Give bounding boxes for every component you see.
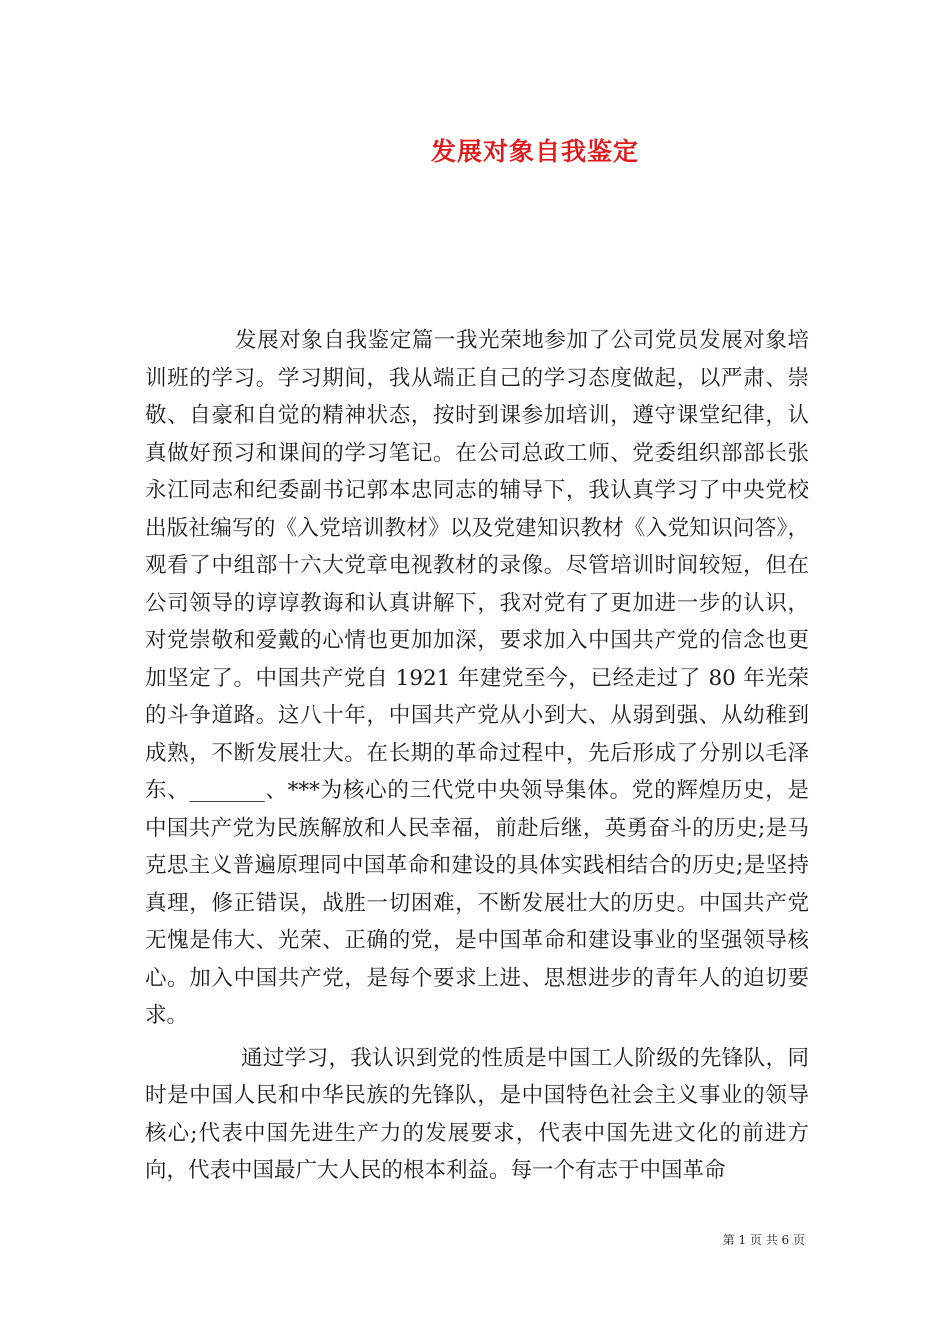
page-number-footer: 第 1 页 共 6 页	[722, 1233, 805, 1247]
document-body	[145, 322, 809, 1190]
paragraph-2: 通过学习，我认识到党的性质是中国工人阶级的先锋队，同时是中国人民和中华民族的先锋队，是中国特色社会主义事业的领导核心;代表中国先进生产力的发展要求，代表中国先进文化的前进方向，代表中国最广大人民的根本利益。每一个有志于中国革命	[145, 1045, 809, 1183]
document-title: 发展对象自我鉴定	[430, 137, 639, 166]
paragraph-1: 发展对象自我鉴定篇一我光荣地参加了公司党员发展对象培训班的学习。学习期间，我从端正自己的学习态度做起，以严肃、崇敬、自豪和自觉的精神状态，按时到课参加培训，遵守课堂纪律，认真做好预习和课间的学习笔记。在公司总政工师、党委组织部部长张永江同志和纪委副书记郭本忠同志的辅导下，我认真学习了中央党校出版社编写的《入党培训教材》以及党建知识教材《入党知识问答》，观看了中组部十六大党章电视教材的录像。尽管培训时间较短，但在公司领导的谆谆教诲和认真讲解下，我对党有了更加进一步的认识，对党崇敬和爱戴的心情也更加加深，要求加入中国共产党的信念也更加坚定了。中国共产党自 1921 年建党至今，已经走过了 80 年光荣的斗争道路。这八十年，中国共产党从小到大、从弱到强、从幼稚到成熟，不断发展壮大。在长期的革命过程中，先后形成了分别以毛泽东、_______、***为核心的三代党中央领导集体。党的辉煌历史，是中国共产党为民族解放和人民幸福，前赴后继，英勇奋斗的历史;是马克思主义普遍原理同中国革命和建设的具体实践相结合的历史;是坚持真理，修正错误，战胜一切困难，不断发展壮大的历史。中国共产党无愧是伟大、光荣、正确的党，是中国革命和建设事业的坚强领导核心。加入中国共产党，是每个要求上进、思想进步的青年人的迫切要求。	[145, 328, 809, 1028]
